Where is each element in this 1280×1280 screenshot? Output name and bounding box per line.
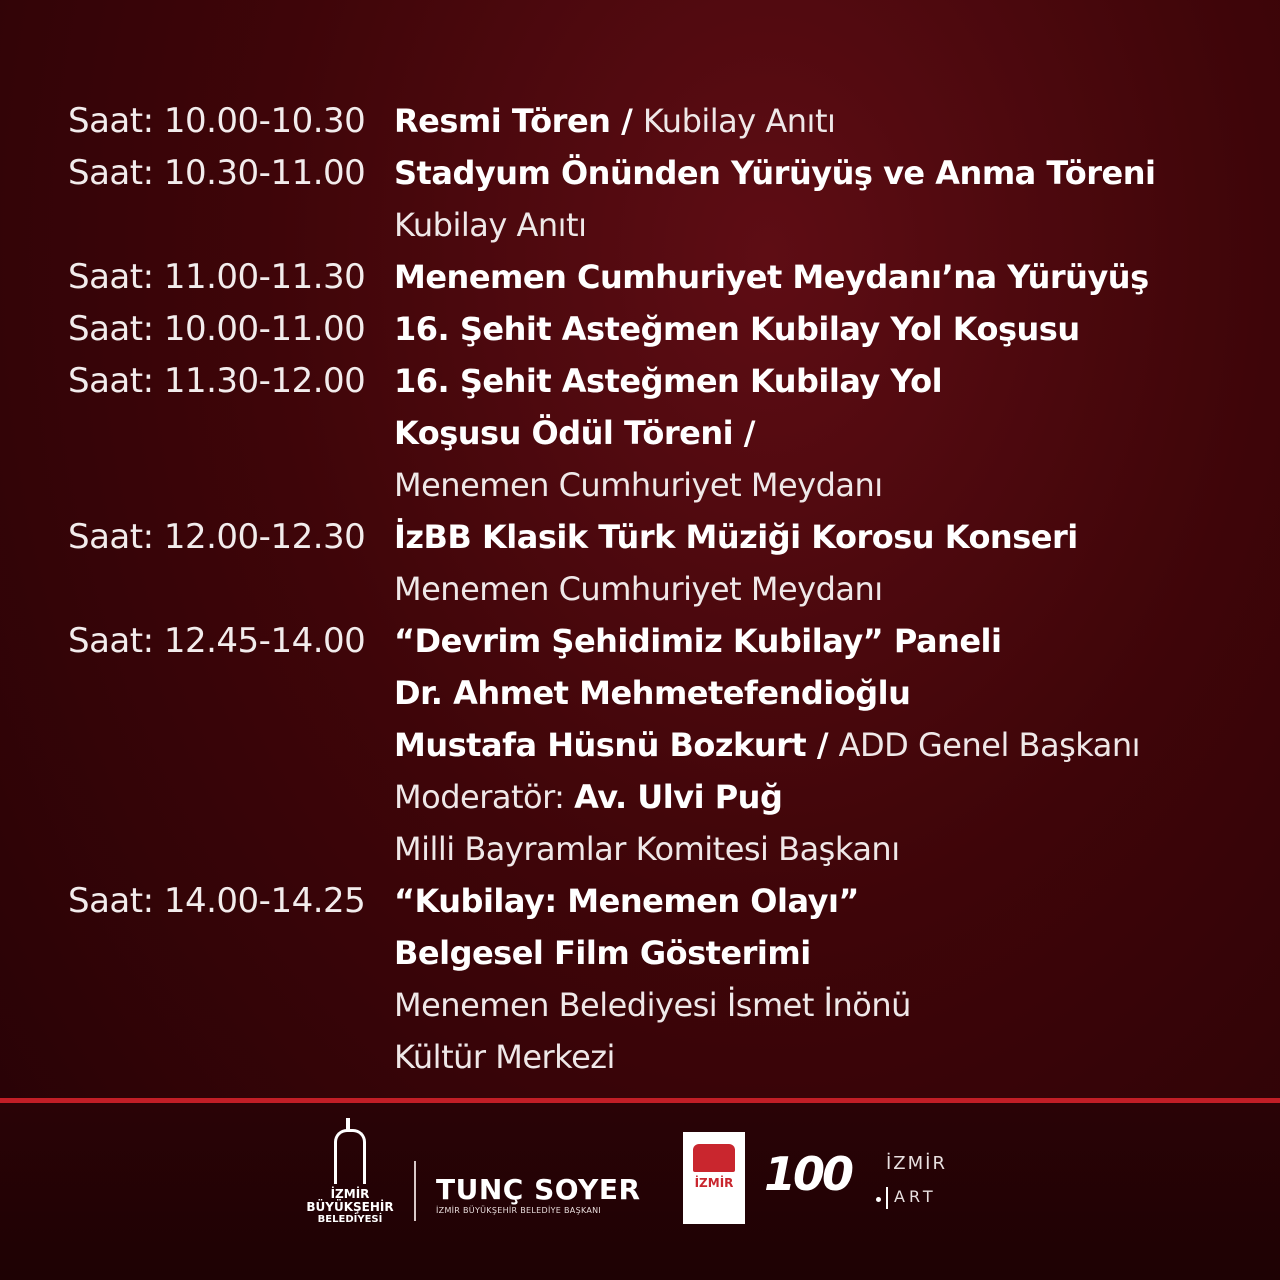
centenary-logo: [764, 1149, 860, 1219]
art-izmir-text: İZMİR: [886, 1153, 947, 1174]
event-time: Saat: 12.45-14.00: [68, 621, 366, 661]
event-line: [394, 355, 1248, 407]
schedule-item: [68, 511, 1248, 615]
event-line: [394, 823, 1248, 875]
event-title-text: Koşusu Ödül Töreni /: [394, 414, 755, 452]
event-location-text: Kültür Merkezi: [394, 1038, 615, 1076]
event-line: [394, 719, 1248, 771]
event-time: Saat: 11.30-12.00: [68, 361, 366, 401]
schedule-item: [68, 355, 1248, 511]
event-location-text: Menemen Belediyesi İsmet İnönü: [394, 986, 911, 1024]
badge-emblem-icon: [693, 1144, 735, 1172]
event-line: [394, 927, 1248, 979]
event-title-text: Av. Ulvi Puğ: [574, 778, 783, 816]
event-line: [394, 615, 1248, 667]
event-line: [394, 875, 1248, 927]
event-location-text: Kubilay Anıtı: [642, 102, 836, 140]
mayor-title: İZMİR BÜYÜKŞEHİR BELEDİYE BAŞKANI: [436, 1206, 602, 1215]
schedule-item: [68, 875, 1248, 1083]
event-line: [394, 147, 1248, 199]
event-title-text: Dr. Ahmet Mehmetefendioğlu: [394, 674, 911, 712]
event-line: [394, 303, 1248, 355]
event-details: [394, 875, 1248, 1083]
event-location-text: Moderatör:: [394, 778, 575, 816]
event-title-text: Belgesel Film Gösterimi: [394, 934, 811, 972]
schedule-item: [68, 147, 1248, 251]
event-title-text: 16. Şehit Asteğmen Kubilay Yol: [394, 362, 943, 400]
mayor-signature: [436, 1175, 666, 1217]
event-line: [394, 407, 1248, 459]
event-time: Saat: 11.00-11.30: [68, 257, 366, 297]
event-time: Saat: 10.00-11.00: [68, 309, 366, 349]
event-location-text: Milli Bayramlar Komitesi Başkanı: [394, 830, 900, 868]
event-title-text: İzBB Klasik Türk Müziği Korosu Konseri: [394, 518, 1078, 556]
event-line: [394, 95, 1248, 147]
footer-logos: [0, 1103, 1280, 1280]
event-details: [394, 615, 1248, 875]
event-line: [394, 199, 1248, 251]
event-schedule: [68, 95, 1248, 1083]
event-line: [394, 251, 1248, 303]
event-details: [394, 147, 1248, 251]
event-location-text: ADD Genel Başkanı: [838, 726, 1140, 764]
logo-separator: [414, 1161, 416, 1221]
izmir-art-logo: [870, 1153, 980, 1233]
event-line: [394, 1031, 1248, 1083]
dot-icon: [876, 1197, 881, 1202]
ibb-logo-line1: İZMİR BÜYÜKŞEHİR: [306, 1187, 394, 1214]
event-line: [394, 667, 1248, 719]
event-location-text: Menemen Cumhuriyet Meydanı: [394, 466, 883, 504]
event-title-text: Menemen Cumhuriyet Meydanı’na Yürüyüş: [394, 258, 1149, 296]
event-line: [394, 563, 1248, 615]
event-title-text: Mustafa Hüsnü Bozkurt: [394, 726, 807, 764]
event-line: [394, 771, 1248, 823]
event-details: [394, 355, 1248, 511]
schedule-item: [68, 251, 1248, 303]
event-title-text: /: [610, 102, 643, 140]
centenary-number: 100: [764, 1147, 852, 1201]
event-details: [394, 303, 1248, 355]
event-time: Saat: 10.30-11.00: [68, 153, 366, 193]
event-title-text: 16. Şehit Asteğmen Kubilay Yol Koşusu: [394, 310, 1080, 348]
event-line: [394, 511, 1248, 563]
ibb-logo-line2: BELEDİYESİ: [317, 1214, 383, 1225]
mayor-name: TUNÇ SOYER: [436, 1173, 641, 1206]
event-title-text: “Devrim Şehidimiz Kubilay” Paneli: [394, 622, 1002, 660]
izmir-buyuksehir-logo: [300, 1129, 400, 1239]
event-title-text: Resmi Tören: [394, 102, 611, 140]
event-time: Saat: 10.00-10.30: [68, 101, 366, 141]
event-time: Saat: 14.00-14.25: [68, 881, 366, 921]
schedule-item: [68, 303, 1248, 355]
clock-tower-icon: [334, 1129, 366, 1184]
event-location-text: Menemen Cumhuriyet Meydanı: [394, 570, 883, 608]
event-location-text: Kubilay Anıtı: [394, 206, 587, 244]
schedule-item: [68, 95, 1248, 147]
event-details: [394, 95, 1248, 147]
badge-text: İZMİR: [694, 1176, 734, 1190]
event-details: [394, 251, 1248, 303]
schedule-item: [68, 615, 1248, 875]
event-title-text: Stadyum Önünden Yürüyüş ve Anma Töreni: [394, 154, 1156, 192]
bar-icon: [886, 1187, 888, 1209]
art-text: ART: [894, 1187, 937, 1206]
event-line: [394, 979, 1248, 1031]
event-title-text: /: [806, 726, 839, 764]
event-details: [394, 511, 1248, 615]
event-title-text: “Kubilay: Menemen Olayı”: [394, 882, 859, 920]
event-time: Saat: 12.00-12.30: [68, 517, 366, 557]
izmir-badge-logo: [683, 1132, 745, 1224]
event-line: [394, 459, 1248, 511]
